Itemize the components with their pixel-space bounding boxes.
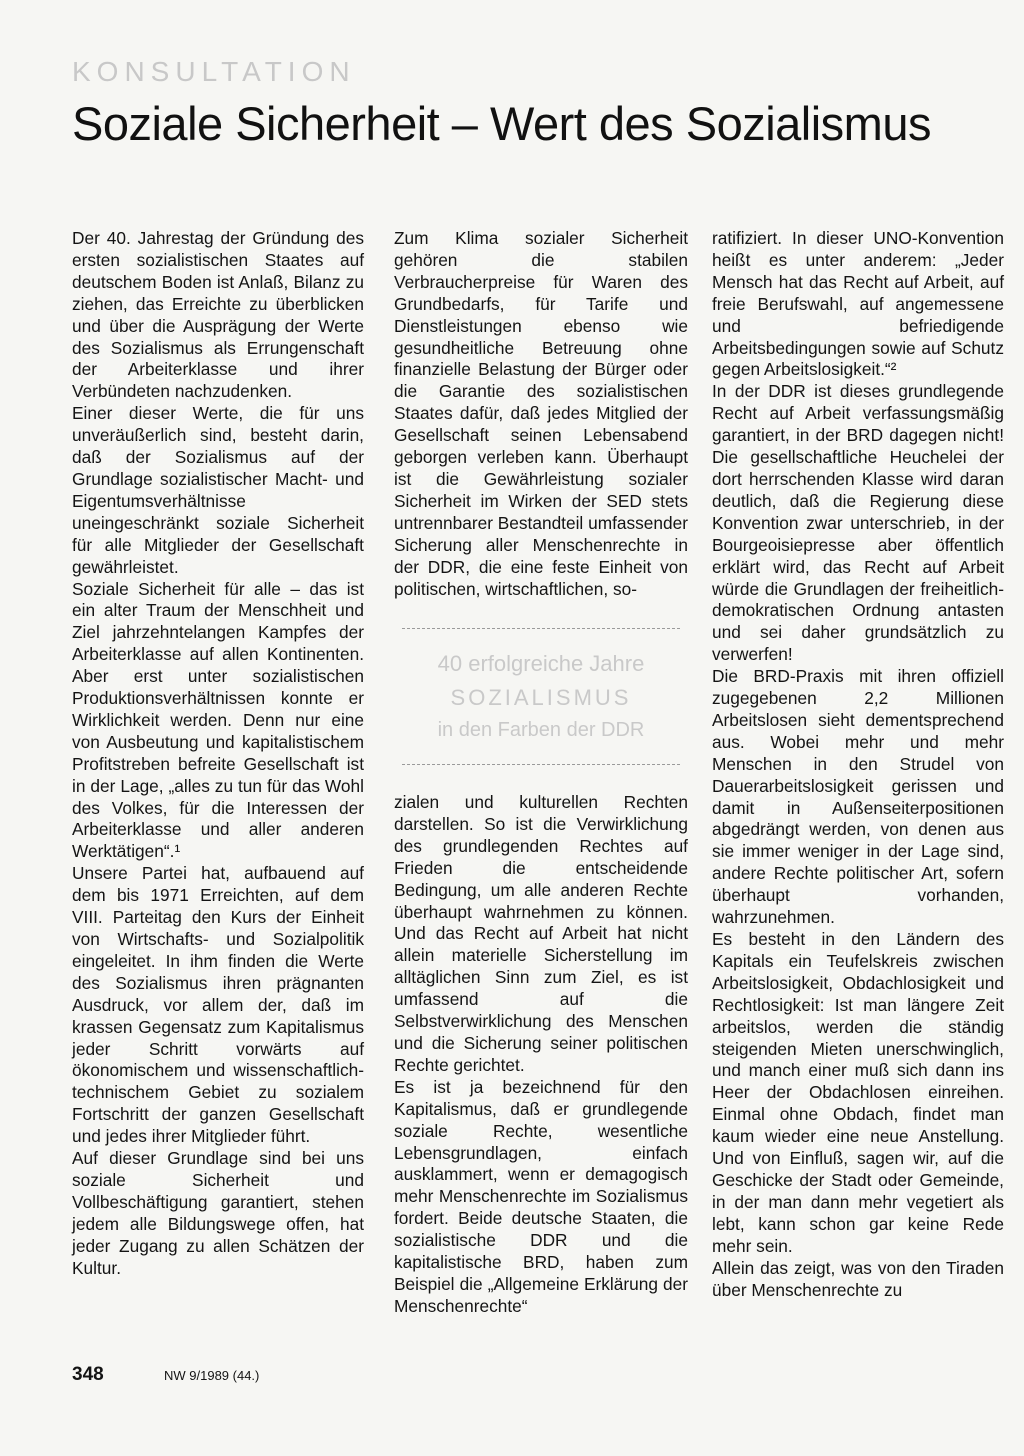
paragraph: Auf dieser Grundlage sind bei uns soziale Sicherheit und Vollbeschäftigung garantiert, stehen jedem alle Bildungswege offen, hat jeder Zugang zu allen Schätzen der Kultur.	[72, 1148, 364, 1278]
paragraph: Die BRD-Praxis mit ihren offiziell zugegebenen 2,2 Millionen Arbeitslosen sieht dementsprechend aus. Wobei mehr und mehr Menschen in den Strudel von Dauerarbeitslosigkeit gerissen und damit in Außenseiterpositionen abgedrängt werden, von denen aus sie immer weniger in der Lage sind, andere Rechte politischer Art, sofern überhaupt vorhanden, wahrzunehmen.	[712, 666, 1004, 928]
stamp-divider-bottom	[402, 764, 680, 765]
paragraph: Unsere Partei hat, aufbauend auf dem bis 1971 Erreichten, auf dem VIII. Parteitag den Kurs der Einheit von Wirtschafts- und Sozialpolitik eingeleitet. In ihm finden die Werte des Sozialismus ihren prägnanten Ausdruck, vor allem der, daß im krassen Gegensatz zum Kapitalismus jeder Schritt vorwärts auf ökonomischem und wissenschaftlich-technischem Gebiet zu sozialem Fortschritt der ganzen Gesellschaft und jedes ihrer Mitglieder führt.	[72, 863, 364, 1147]
stamp-divider-top	[402, 628, 680, 629]
paragraph: In der DDR ist dieses grundlegende Recht auf Arbeit verfassungsmäßig garantiert, in der BRD dagegen nicht! Die gesellschaftliche Heuchelei der dort herrschenden Klasse wird daran deutlich, daß die Regierung diese Konvention zwar unterschrieb, in der Bourgeoisiepresse aber öffentlich erklärt wird, das Recht auf Arbeit würde die Grundlagen der freiheitlich-demokratischen Ordnung antasten und sei daher grundsätzlich zu verwerfen!	[712, 381, 1004, 665]
issue-reference: NW 9/1989 (44.)	[164, 1368, 260, 1383]
article-column-3	[712, 228, 1004, 1301]
stamp-line: in den Farben der DDR	[437, 719, 645, 741]
stamp-line: 40 erfolgreiche Jahre	[437, 651, 645, 676]
section-label: KONSULTATION	[72, 56, 356, 87]
paragraph: Einer dieser Werte, die für uns unveräußerlich sind, besteht darin, daß der Sozialismus auf der Grundlage sozialistischer Macht- und Eigentumsverhältnisse uneingeschränkt soziale Sicherheit für alle Mitglieder der Gesellschaft gewährleistet.	[72, 403, 364, 577]
paragraph: Soziale Sicherheit für alle – das ist ein alter Traum der Menschheit und Ziel jahrzehntelangen Kampfes der Arbeiterklasse auf allen Kontinenten. Aber erst unter sozialistischen Produktionsverhältnissen konnte er Wirklichkeit werden. Denn nur eine von Ausbeutung und kapitalistischem Profitstreben befreite Gesellschaft ist in der Lage, „alles zu tun für das Wohl des Volkes, für die Interessen der Arbeiterklasse und aller anderen Werktätigen“.¹	[72, 578, 364, 862]
page-footer	[72, 1364, 260, 1386]
anniversary-stamp	[394, 620, 688, 788]
paragraph: Zum Klima sozialer Sicherheit gehören die stabilen Verbraucherpreise für Waren des Grundbedarfs, für Tarife und Dienstleistungen ebenso wie gesundheitliche Betreuung ohne finanzielle Belastung der Bürger oder die Garantie des sozialistischen Staates dafür, daß jedes Mitglied der Gesellschaft seinen Lebensabend geborgen verleben kann. Überhaupt ist die Gewährleistung sozialer Sicherheit im Wirken der SED stets untrennbarer Bestandteil umfassender Sicherung aller Menschenrechte in der DDR, die eine feste Einheit von politischen, wirtschaftlichen, so-	[394, 228, 688, 599]
paragraph: Es besteht in den Ländern des Kapitals ein Teufelskreis zwischen Arbeitslosigkeit, Obdachlosigkeit und Rechtlosigkeit: Ist man längere Zeit arbeitslos, werden die ständig steigenden Mieten unerschwinglich, und manch einer muß sich dann ins Heer der Obdachlosen einreihen. Einmal ohne Obdach, findet man kaum wieder eine neue Anstellung. Und von Einfluß, sagen wir, auf die Geschicke der Stadt oder Gemeinde, in der man dann mehr vegetiert als lebt, kann schon gar keine Rede mehr sein.	[712, 929, 1004, 1256]
page-title: Soziale Sicherheit – Wert des Sozialismus	[72, 97, 931, 150]
stamp-line: SOZIALISMUS	[450, 685, 632, 710]
paragraph: Der 40. Jahrestag der Gründung des ersten sozialistischen Staates auf deutschem Boden ist Anlaß, Bilanz zu ziehen, das Erreichte zu überblicken und über die Ausprägung der Werte des Sozialismus als Errungenschaft der Arbeiterklasse und ihrer Verbündeten nachzudenken.	[72, 228, 364, 402]
article-column-1	[72, 228, 364, 1280]
paragraph: zialen und kulturellen Rechten darstellen. So ist die Verwirklichung des grundlegenden Rechtes auf Frieden die entscheidende Bedingung, um alle anderen Rechte überhaupt wahrnehmen zu können. Und das Recht auf Arbeit hat nicht allein materielle Sicherstellung im alltäglichen Sinn zum Ziel, es ist umfassend auf die Selbstverwirklichung des Menschen und die Sicherung seiner politischen Rechte gerichtet.	[394, 792, 688, 1075]
article-column-2-bottom	[394, 792, 688, 1318]
article-column-2-top	[394, 228, 688, 600]
page-number: 348	[72, 1364, 104, 1385]
paragraph: ratifiziert. In dieser UNO-Konvention heißt es unter anderem: „Jeder Mensch hat das Recht auf Arbeit, auf freie Berufswahl, auf angemessene und befriedigende Arbeitsbedingungen sowie auf Schutz gegen Arbeitslosigkeit.“²	[712, 228, 1004, 380]
paragraph: Allein das zeigt, was von den Tiraden über Menschenrechte zu	[712, 1257, 1004, 1300]
paragraph: Es ist ja bezeichnend für den Kapitalismus, daß er grundlegende soziale Rechte, wesentliche Lebensgrundlagen, einfach ausklammert, wenn er demagogisch mehr Menschenrechte im Sozialismus fordert. Beide deutsche Staaten, die sozialistische DDR und die kapitalistische BRD, haben zum Beispiel die „Allgemeine Erklärung der Menschenrechte“	[394, 1076, 688, 1316]
